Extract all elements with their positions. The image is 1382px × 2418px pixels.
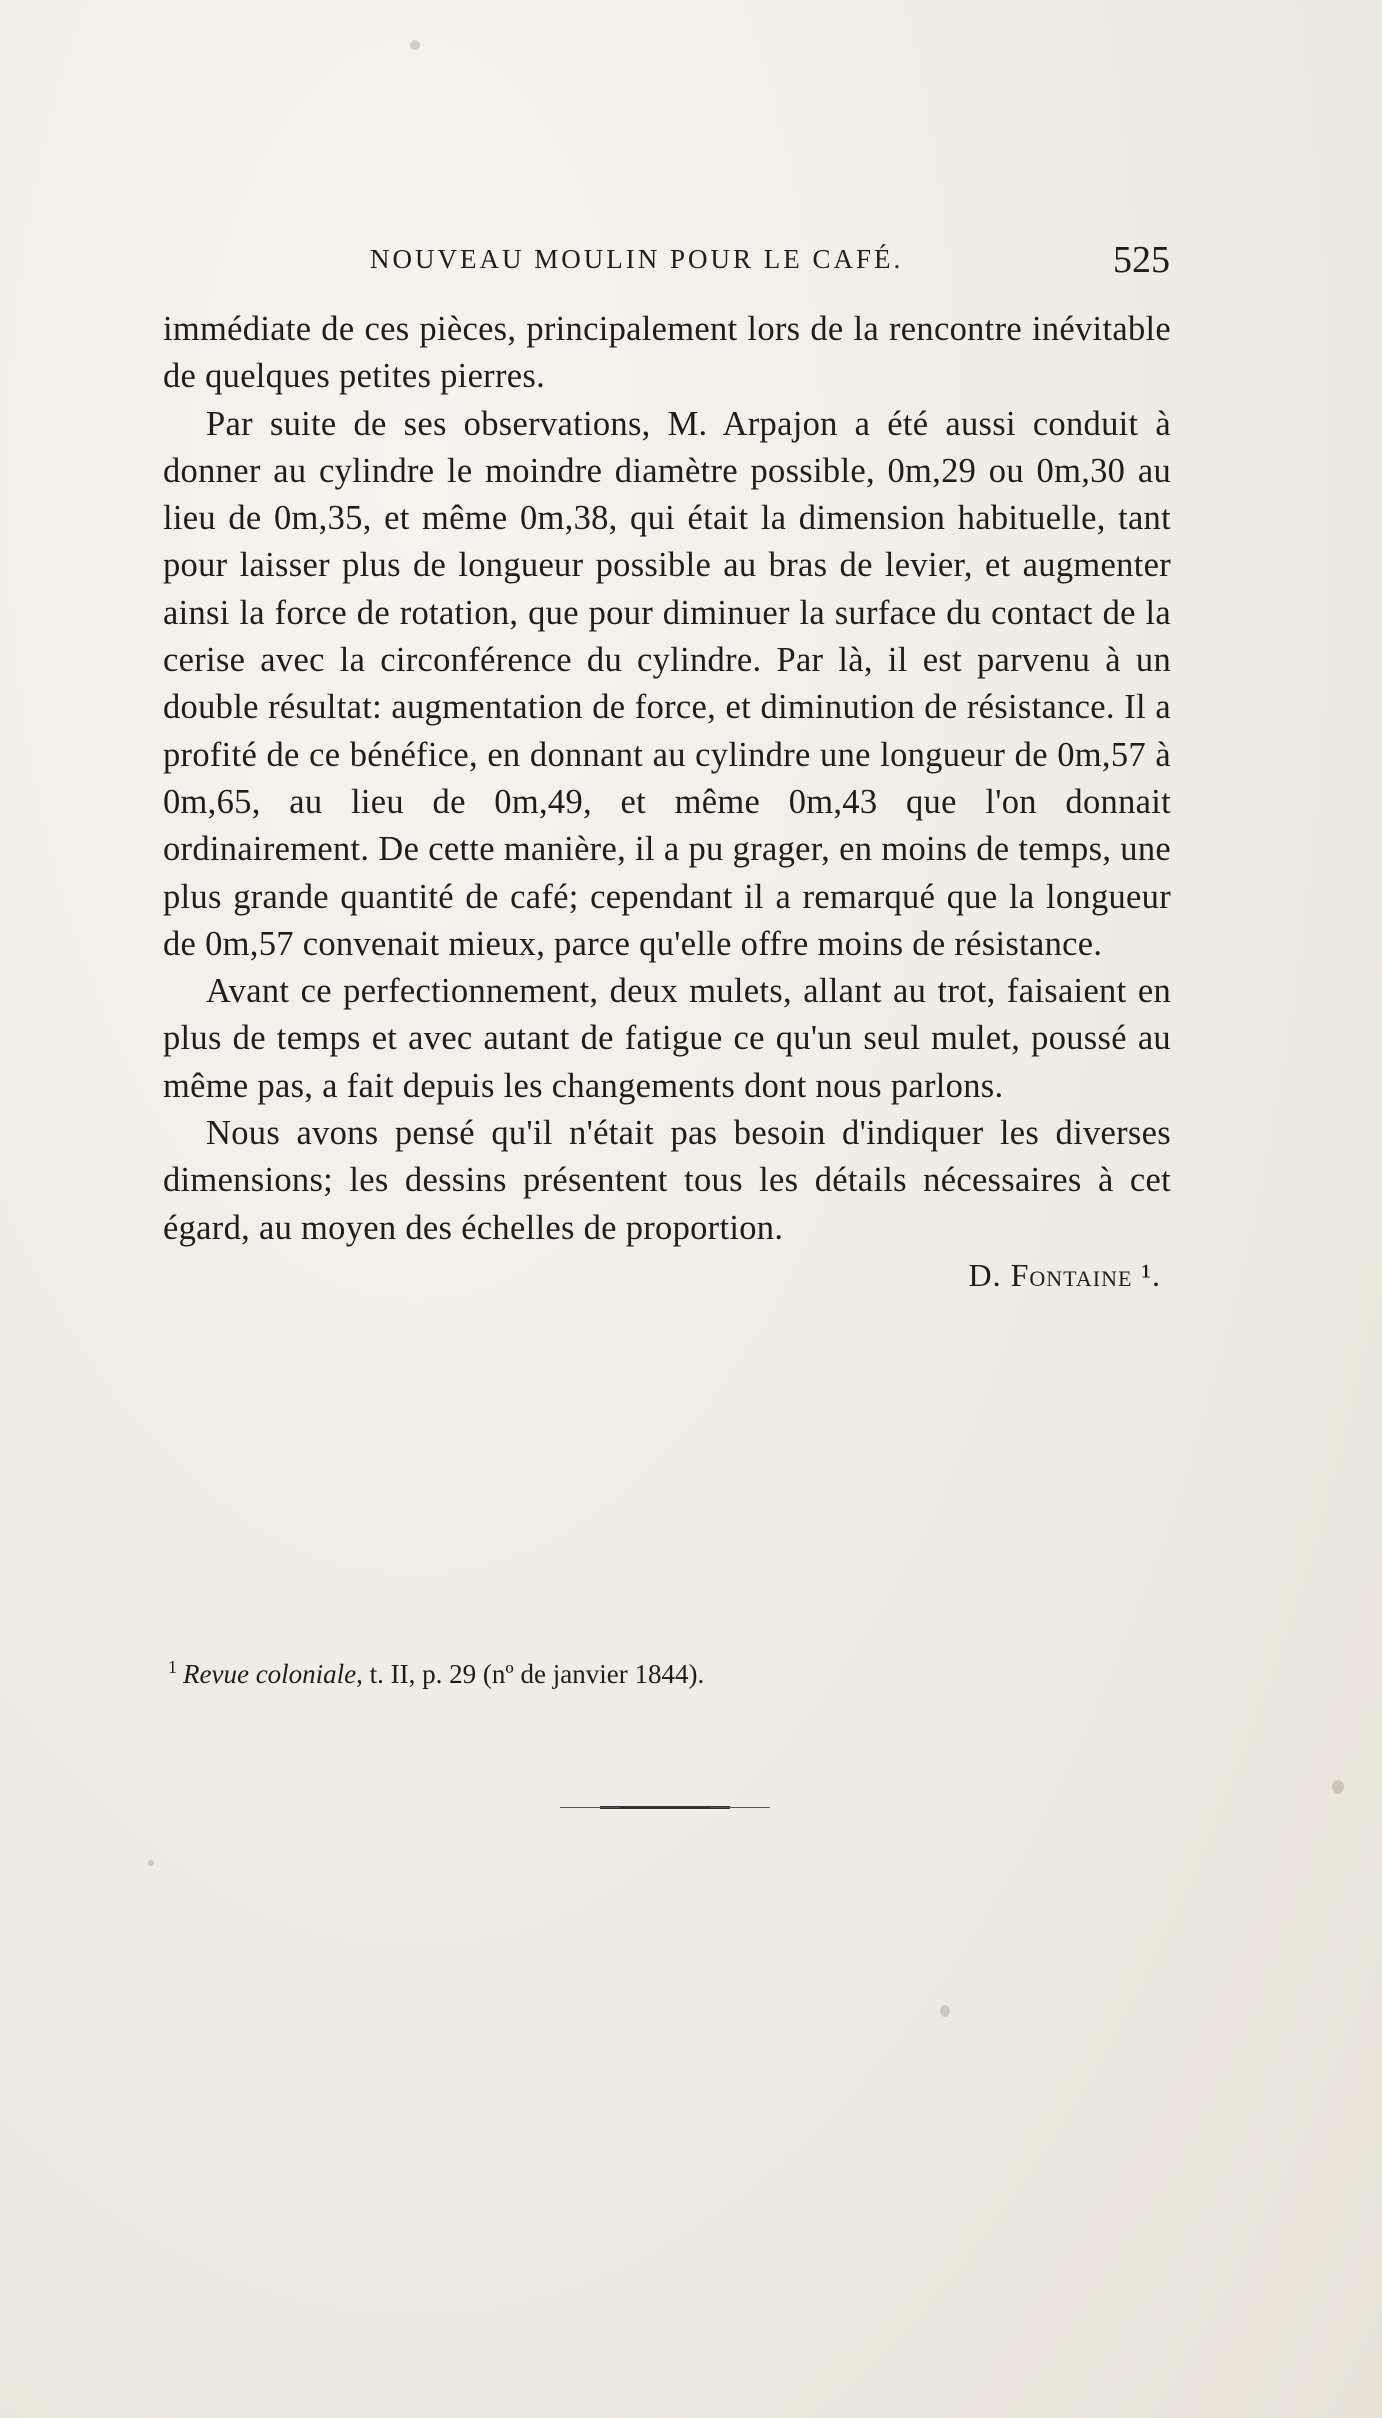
running-head [370, 238, 1170, 281]
paper-spot [410, 40, 420, 50]
ornamental-rule [600, 1806, 730, 1809]
paragraph-4: Nous avons pensé qu'il n'était pas besoin d'indiquer les diverses dimensions; les dessins présentent tous les détails nécessaires à cet égard, au moyen des échelles de proportion. [163, 1114, 1171, 1247]
paragraph-3: Avant ce perfectionnement, deux mulets, allant au trot, faisaient en plus de temps et avec autant de fatigue ce qu'un seul mulet, poussé au même pas, a fait depuis les changements dont nous parlons. [163, 972, 1171, 1105]
footnote-journal: Revue coloniale [183, 1659, 357, 1689]
signature: D. Fontaine ¹. [968, 1256, 1161, 1293]
paragraph-2: Par suite de ses observations, M. Arpajon a été aussi conduit à donner au cylindre le moindre diamètre possible, 0m,29 ou 0m,30 au lieu de 0m,35, et même 0m,38, qui était la dimension habituelle, tant pour laisser plus de longueur possible au bras de levier, et augmenter ainsi la force de rotation, que pour diminuer la surface du contact de la cerise avec la circonférence du cylindre. Par là, il est parvenu à un double résultat: augmentation de force, et diminution de résistance. Il a profité de ce bénéfice, en donnant au cylindre une longueur de 0m,57 à 0m,65, au lieu de 0m,49, et même 0m,43 que l'on donnait ordinairement. De cette manière, il a pu grager, en moins de temps, une plus grande quantité de café; cependant il a remarqué que la longueur de 0m,57 convenait mieux, parce qu'elle offre moins de résistance. [163, 404, 1171, 963]
paragraph-1: immédiate de ces pièces, principalement lors de la rencontre inévitable de quelques petites pierres. [163, 310, 1171, 396]
paper-spot [148, 1860, 154, 1866]
running-title: NOUVEAU MOULIN POUR LE CAFÉ. [370, 244, 904, 274]
footnote-marker: 1 [168, 1657, 177, 1677]
footnote-text: , t. II, p. 29 (nº de janvier 1844). [356, 1659, 705, 1689]
body-text [163, 306, 1171, 1299]
page-number: 525 [1113, 239, 1170, 281]
footnote [168, 1657, 1068, 1690]
paper-spot [1332, 1780, 1344, 1794]
paper-spot [940, 2005, 950, 2017]
